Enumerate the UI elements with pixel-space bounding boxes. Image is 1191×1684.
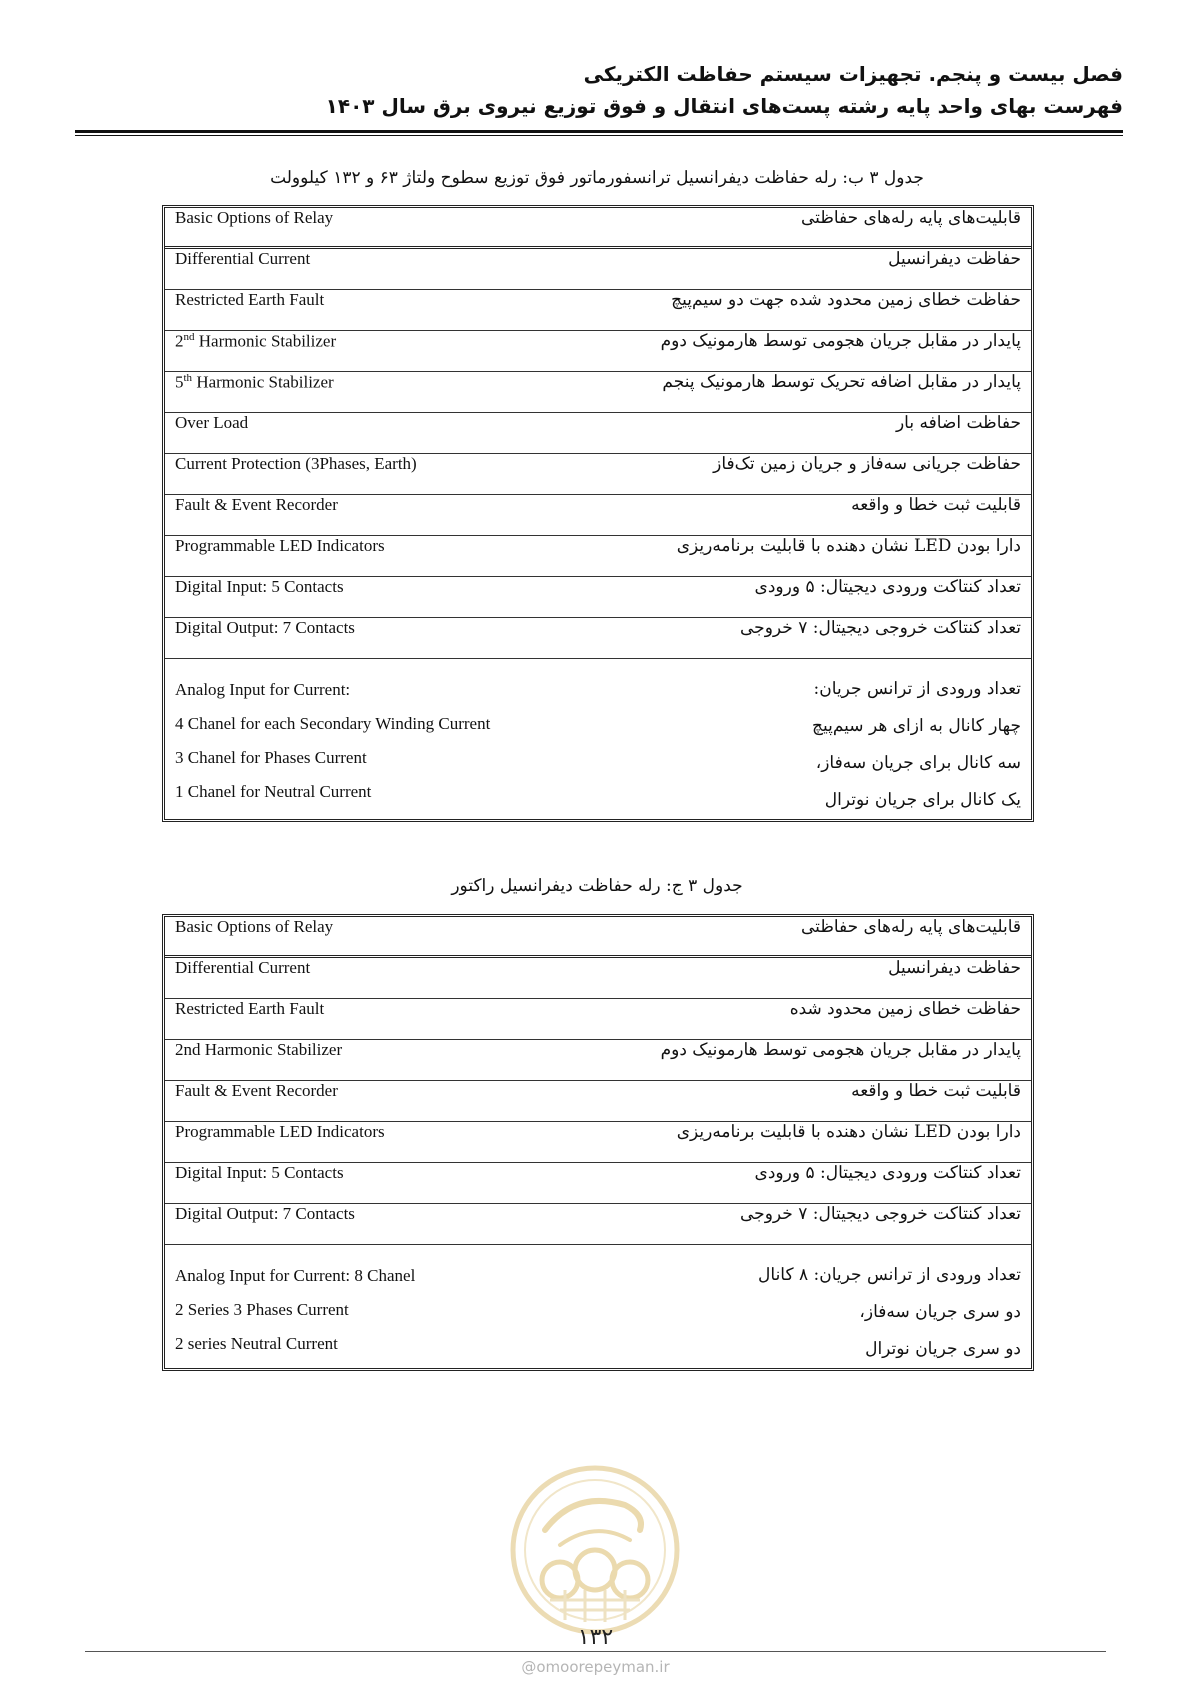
feature-english-text: Harmonic Stabilizer [192, 372, 334, 392]
analog-line-persian: یک کانال برای جریان نوترال [824, 790, 1021, 810]
feature-persian: تعداد کنتاکت خروجی دیجیتال: ۷ خروجی [598, 618, 1031, 659]
feature-english: Programmable LED Indicators [165, 1122, 598, 1163]
table1-caption: جدول ۳ ب: رله حفاظت دیفرانسیل ترانسفورماتور فوق توزیع سطوح ولتاژ ۶۳ و ۱۳۲ کیلوولت [270, 168, 924, 188]
table-row [165, 1040, 1031, 1081]
analog-line-english: Analog Input for Current: 8 Chanel [175, 1266, 416, 1285]
relay-options-table-transformer [162, 205, 1034, 822]
feature-english-text: Harmonic Stabilizer [194, 331, 337, 351]
stamp-logo [505, 1460, 685, 1640]
feature-persian: پایدار در مقابل جریان هجومی توسط هارمونیک دوم [598, 331, 1031, 372]
chapter-title: فصل بیست و پنجم. تجهیزات سیستم حفاظت الکتریکی [583, 62, 1123, 86]
feature-persian: حفاظت خطای زمین محدود شده جهت دو سیم‌پیچ [598, 290, 1031, 331]
table-row [165, 208, 1031, 249]
feature-english: Basic Options of Relay [165, 917, 598, 958]
analog-input-persian [598, 659, 1031, 819]
table-row [165, 958, 1031, 999]
feature-persian: حفاظت اضافه بار [598, 413, 1031, 454]
feature-persian: حفاظت دیفرانسیل [598, 249, 1031, 290]
feature-persian: پایدار در مقابل اضافه تحریک توسط هارمونیک پنجم [598, 372, 1031, 413]
header-divider [75, 130, 1123, 133]
feature-english: Differential Current [165, 958, 598, 999]
header-divider-thin [75, 135, 1123, 136]
feature-english-number: 2 [175, 331, 184, 351]
feature-english: Over Load [165, 413, 598, 454]
feature-persian: پایدار در مقابل جریان هجومی توسط هارمونیک دوم [598, 1040, 1031, 1081]
feature-english: Restricted Earth Fault [165, 999, 598, 1040]
feature-english: Digital Output: 7 Contacts [165, 1204, 598, 1245]
feature-english [165, 372, 598, 413]
feature-english: Current Protection (3Phases, Earth) [165, 454, 598, 495]
analog-input-row [165, 1245, 1031, 1368]
table-row [165, 249, 1031, 290]
table2-caption: جدول ۳ ج: رله حفاظت دیفرانسیل راکتور [451, 876, 743, 896]
table-row [165, 372, 1031, 413]
feature-english [165, 331, 598, 372]
analog-line-persian: تعداد ورودی از ترانس جریان: ۸ کانال [758, 1265, 1021, 1285]
analog-line-english: 3 Chanel for Phases Current [175, 748, 367, 767]
analog-line-persian: چهار کانال به ازای هر سیم‌پیچ [812, 716, 1021, 736]
watermark: @omoorepeyman.ir [521, 1658, 670, 1676]
analog-input-persian [598, 1245, 1031, 1368]
feature-persian: قابلیت ثبت خطا و واقعه [598, 495, 1031, 536]
analog-input-row [165, 659, 1031, 819]
table-row [165, 1163, 1031, 1204]
table-row [165, 290, 1031, 331]
analog-line-english: 2 series Neutral Current [175, 1334, 338, 1353]
table-row [165, 577, 1031, 618]
analog-line-english: 1 Chanel for Neutral Current [175, 782, 372, 801]
table-row [165, 1204, 1031, 1245]
table-row [165, 331, 1031, 372]
feature-english: Fault & Event Recorder [165, 495, 598, 536]
feature-english: Fault & Event Recorder [165, 1081, 598, 1122]
analog-input-english [165, 659, 598, 819]
feature-persian: دارا بودن LED نشان دهنده با قابلیت برنامه‌ریزی [598, 536, 1031, 577]
table-row [165, 454, 1031, 495]
analog-line-english: Analog Input for Current: [175, 680, 351, 699]
analog-line-persian: سه کانال برای جریان سه‌فاز، [815, 753, 1021, 773]
table-row [165, 1081, 1031, 1122]
analog-line-persian: دو سری جریان سه‌فاز، [859, 1302, 1021, 1322]
feature-persian: قابلیت ثبت خطا و واقعه [598, 1081, 1031, 1122]
table-row [165, 495, 1031, 536]
table-row [165, 1122, 1031, 1163]
table-row [165, 618, 1031, 659]
feature-english: Differential Current [165, 249, 598, 290]
relay-options-table-reactor [162, 914, 1034, 1371]
analog-line-english: 4 Chanel for each Secondary Winding Current [175, 714, 491, 733]
footer-divider [85, 1651, 1106, 1652]
feature-english: 2nd Harmonic Stabilizer [165, 1040, 598, 1081]
table-row [165, 413, 1031, 454]
feature-english: Digital Input: 5 Contacts [165, 577, 598, 618]
feature-persian: تعداد کنتاکت ورودی دیجیتال: ۵ ورودی [598, 1163, 1031, 1204]
feature-persian: حفاظت خطای زمین محدود شده [598, 999, 1031, 1040]
feature-persian: حفاظت دیفرانسیل [598, 958, 1031, 999]
feature-persian: دارا بودن LED نشان دهنده با قابلیت برنامه‌ریزی [598, 1122, 1031, 1163]
table-row [165, 536, 1031, 577]
table-row [165, 999, 1031, 1040]
feature-english-number: 5 [175, 372, 184, 392]
ordinal-suffix: th [183, 372, 193, 384]
feature-persian: قابلیت‌های پایه رله‌های حفاظتی [598, 208, 1031, 249]
feature-persian: قابلیت‌های پایه رله‌های حفاظتی [598, 917, 1031, 958]
feature-english: Basic Options of Relay [165, 208, 598, 249]
table-row [165, 917, 1031, 958]
feature-english: Digital Input: 5 Contacts [165, 1163, 598, 1204]
analog-line-english: 2 Series 3 Phases Current [175, 1300, 349, 1319]
analog-line-persian: دو سری جریان نوترال [865, 1339, 1021, 1359]
feature-persian: حفاظت جریانی سه‌فاز و جریان زمین تک‌فاز [598, 454, 1031, 495]
analog-input-english [165, 1245, 598, 1368]
analog-line-persian: تعداد ورودی از ترانس جریان: [813, 679, 1021, 699]
feature-english: Programmable LED Indicators [165, 536, 598, 577]
feature-english: Restricted Earth Fault [165, 290, 598, 331]
page-header [75, 58, 1123, 122]
feature-persian: تعداد کنتاکت خروجی دیجیتال: ۷ خروجی [598, 1204, 1031, 1245]
page-number: ۱۳۲ [577, 1625, 614, 1650]
ordinal-suffix: nd [183, 331, 195, 343]
feature-persian: تعداد کنتاکت ورودی دیجیتال: ۵ ورودی [598, 577, 1031, 618]
feature-english: Digital Output: 7 Contacts [165, 618, 598, 659]
document-title: فهرست بهای واحد پایه رشته پست‌های انتقال و فوق توزیع نیروی برق سال ۱۴۰۳ [325, 94, 1123, 118]
